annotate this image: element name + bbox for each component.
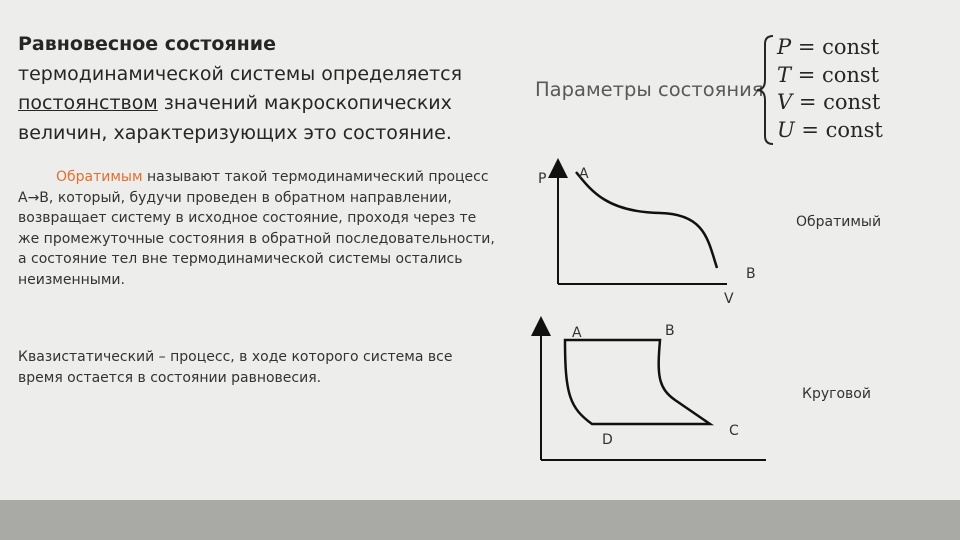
cyclic-caption: Круговой [802,386,871,402]
reversible-point-b-label: B [746,266,756,282]
definition-line-2: термодинамической системы определяется [18,62,463,85]
reversible-term: Обратимым [56,169,143,185]
cyclic-graph-axes [541,326,766,460]
reversible-x-axis-label: V [724,291,734,307]
parameter-u: U = const [777,117,883,142]
definition-line-4: величин, характеризующих это состояние. [18,121,452,144]
parameters-label: Параметры состояния [535,78,764,101]
parameter-v: V = const [777,90,881,114]
cyclic-point-d-label: D [602,432,613,448]
cyclic-point-c-label: C [729,423,739,439]
reversible-caption: Обратимый [796,214,882,230]
reversible-text: называют такой термодинамический процесс А→В, который, будучи проведен в обратном направлении, возвращает систему в исходное состояние, проходя через те же промежуточные состояния в обратной последовательности, а состояние тел вне термодинамической системы остались неизменными. [18,169,495,288]
definition-line-3: значений макроскопических [157,92,452,114]
underlined-word: постоянством [18,92,158,114]
cyclic-point-b-label: B [665,323,675,339]
parameter-t: T = const [777,62,880,87]
parameter-p: P = const [777,35,880,59]
reversible-graph-axes [558,168,727,284]
reversible-y-axis-label: P [538,171,547,187]
cyclic-curve [565,340,710,424]
cyclic-point-a-label: A [572,325,582,341]
reversible-curve [576,172,717,268]
quasistatic-definition: Квазистатический – процесс, в ходе которого система все время остается в состоянии равновесия. [18,349,453,386]
equilibrium-term: Равновесное состояние [18,33,276,55]
reversible-point-a-label: A [579,166,589,182]
